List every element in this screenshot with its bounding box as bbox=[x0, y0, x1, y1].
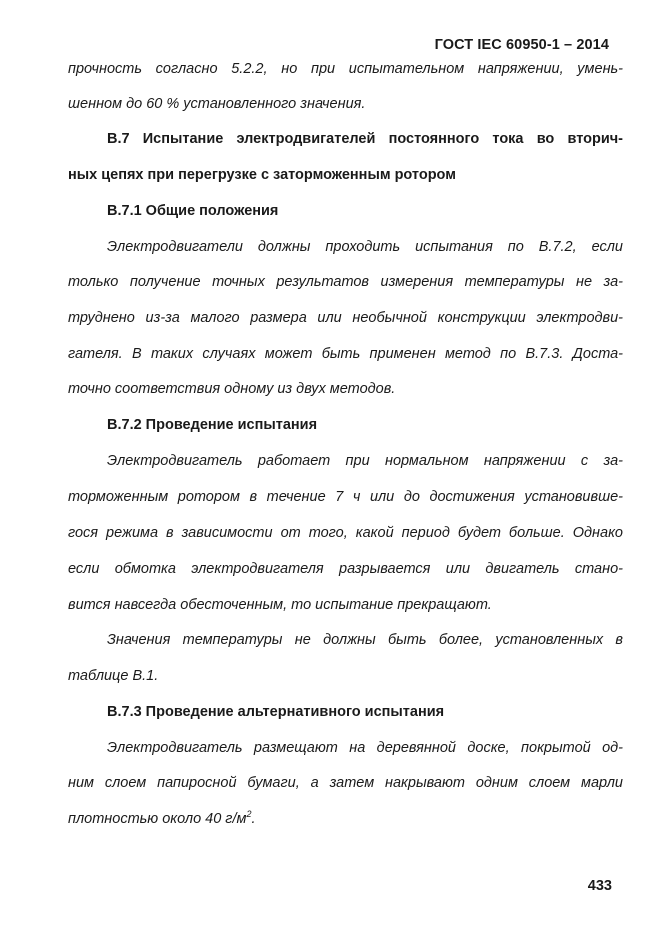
page-number: 433 bbox=[587, 878, 612, 894]
section-heading-b7: В.7 Испытание электродвигателей постоянного тока во вторич- bbox=[107, 131, 623, 147]
text-line: если обмотка электродвигателя разрывается или двигатель стано- bbox=[68, 561, 623, 577]
text-line: только получение точных результатов измерения температуры не за- bbox=[68, 274, 623, 290]
text-line: Электродвигатели должны проходить испытания по В.7.2, если bbox=[107, 239, 623, 255]
text-line: Электродвигатель работает при нормальном напряжении с за- bbox=[107, 453, 623, 469]
text-line bbox=[68, 810, 623, 828]
document-header: ГОСТ IEC 60950-1 – 2014 bbox=[434, 37, 609, 53]
section-heading-b7-cont: ных цепях при перегрузке с заторможенным ротором bbox=[68, 167, 456, 183]
subsection-heading-b73: В.7.3 Проведение альтернативного испытания bbox=[107, 704, 445, 720]
text-line: торможенным ротором в течение 7 ч или до достижения установивше- bbox=[68, 489, 623, 505]
text-line: шенном до 60 % установленного значения. bbox=[68, 96, 366, 112]
text-span: плотностью около 40 г/м bbox=[68, 811, 247, 827]
text-line: точно соответствия одному из двух методов. bbox=[68, 381, 396, 397]
text-line: гателя. В таких случаях может быть применен метод по В.7.3. Доста- bbox=[68, 346, 623, 362]
text-line: вится навсегда обесточенным, то испытание прекращают. bbox=[68, 597, 492, 613]
text-span: . bbox=[251, 811, 256, 827]
text-line: прочность согласно 5.2.2, но при испытательном напряжении, умень- bbox=[68, 61, 623, 77]
text-line: гося режима в зависимости от того, какой период будет больше. Однако bbox=[68, 525, 623, 541]
text-line: ним слоем папиросной бумаги, а затем накрывают одним слоем марли bbox=[68, 775, 623, 791]
text-line: Электродвигатель размещают на деревянной доске, покрытой од- bbox=[107, 740, 623, 756]
superscript: 2 bbox=[246, 809, 252, 819]
subsection-heading-b72: В.7.2 Проведение испытания bbox=[107, 417, 318, 433]
text-line: труднено из-за малого размера или необычной конструкции электродви- bbox=[68, 310, 623, 326]
text-line: Значения температуры не должны быть более, установленных в bbox=[107, 632, 623, 648]
text-line: таблице В.1. bbox=[68, 668, 159, 684]
subsection-heading-b71: В.7.1 Общие положения bbox=[107, 203, 279, 219]
